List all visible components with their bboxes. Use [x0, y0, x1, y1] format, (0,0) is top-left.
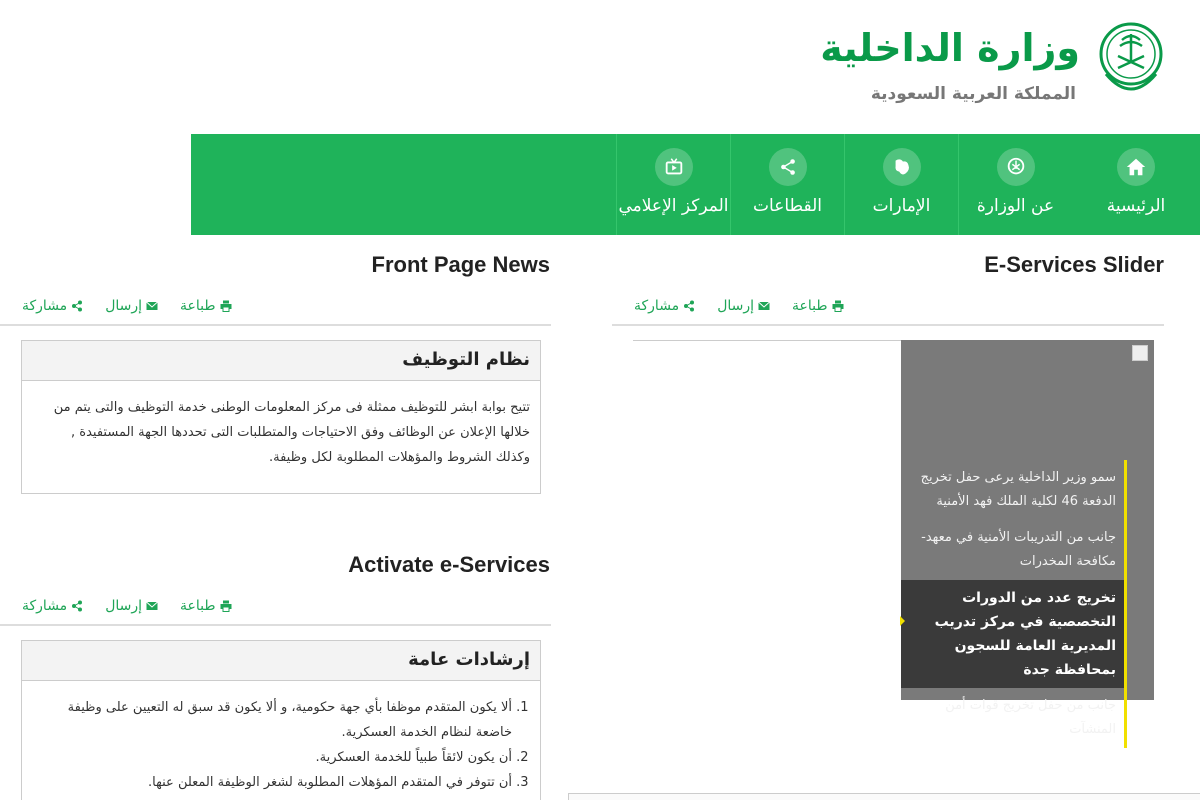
envelope-icon	[758, 300, 770, 312]
slide-item[interactable]: جانب من حفل تخريج قوات أمن المنشآت	[945, 698, 1116, 737]
box-title: نظام التوظيف	[22, 341, 540, 381]
front-page-news-title: Front Page News	[371, 252, 550, 277]
divider	[0, 324, 551, 326]
eservices-slider[interactable]	[901, 340, 1154, 737]
bottom-panel-edge	[568, 793, 1200, 800]
home-icon	[1117, 148, 1155, 186]
print-button[interactable]: طباعة	[792, 298, 844, 314]
guidelines-list	[22, 681, 540, 800]
nav-label: المركز الإعلامي	[618, 196, 729, 216]
share-nodes-icon	[769, 148, 807, 186]
slider-top-border	[633, 340, 901, 341]
emblem-icon	[997, 148, 1035, 186]
nav-label: عن الوزارة	[976, 196, 1055, 216]
broken-image-icon	[1132, 345, 1148, 361]
share-icon	[683, 300, 695, 312]
printer-icon	[220, 300, 232, 312]
share-button[interactable]: مشاركة	[22, 598, 83, 614]
list-item: 2. أن يكون لائقاً طبياً للخدمة العسكرية.	[36, 745, 512, 770]
activate-eservices-tools	[22, 598, 232, 614]
nav-item-media-center[interactable]	[616, 134, 730, 235]
ministry-logo[interactable]	[820, 12, 1170, 112]
share-button[interactable]: مشاركة	[22, 298, 83, 314]
nav-label: القطاعات	[753, 196, 822, 216]
share-icon	[71, 600, 83, 612]
share-icon	[71, 300, 83, 312]
nav-label: الإمارات	[872, 196, 931, 216]
front-page-news-tools	[22, 298, 232, 314]
print-button[interactable]: طباعة	[180, 598, 232, 614]
slider-list	[901, 460, 1127, 748]
print-button[interactable]: طباعة	[180, 298, 232, 314]
general-guidelines-box	[21, 640, 541, 800]
nav-label: الرئيسية	[1106, 196, 1166, 216]
envelope-icon	[146, 300, 158, 312]
slide-item[interactable]: سمو وزير الداخلية يرعى حفل تخريج الدفعة 46 لكلية الملك فهد الأمنية	[920, 470, 1116, 509]
printer-icon	[832, 300, 844, 312]
eservices-slider-tools	[634, 298, 844, 314]
divider	[612, 324, 1164, 326]
envelope-icon	[146, 600, 158, 612]
box-text: تتيح بوابة ابشر للتوظيف ممثلة فى مركز المعلومات الوطنى خدمة التوظيف والتى يتم من خلالها الإعلان عن الوظائف وفق الاحتياجات والمتطلبات التى تحددها الجهة المستفيدة , وكذلك الشروط والمؤهلات المطلوبة لكل وظيفة.	[53, 400, 530, 465]
list-item: 3. أن تتوفر في المتقدم المؤهلات المطلوبة لشغر الوظيفة المعلن عنها.	[36, 770, 512, 795]
box-title: إرشادات عامة	[22, 641, 540, 681]
logo-title: وزارة الداخلية	[820, 26, 1080, 70]
slide-item-active[interactable]: تخريج عدد من الدورات التخصصية في مركز تدريب المديرية العامة للسجون بمحافظة جدة	[901, 580, 1124, 688]
nav-item-home[interactable]	[1072, 134, 1200, 235]
logo-subtitle: المملكة العربية السعودية	[870, 84, 1076, 104]
map-icon	[883, 148, 921, 186]
send-button[interactable]: إرسال	[105, 298, 158, 314]
tv-icon	[655, 148, 693, 186]
nav-item-sectors[interactable]	[730, 134, 844, 235]
eservices-slider-title: E-Services Slider	[984, 252, 1164, 277]
divider	[0, 624, 551, 626]
send-button[interactable]: إرسال	[105, 598, 158, 614]
send-button[interactable]: إرسال	[717, 298, 770, 314]
activate-eservices-title: Activate e-Services	[348, 552, 550, 577]
nav-item-emirates[interactable]	[844, 134, 958, 235]
list-item: 1. ألا يكون المتقدم موظفا بأي جهة حكومية، و ألا يكون قد سبق له التعيين على وظيفة خاضعة لنظام الخدمة العسكرية.	[36, 695, 512, 745]
share-button[interactable]: مشاركة	[634, 298, 695, 314]
employment-system-box	[21, 340, 541, 494]
palm-swords-emblem-icon	[1092, 12, 1170, 107]
nav-item-about[interactable]	[958, 134, 1072, 235]
printer-icon	[220, 600, 232, 612]
slide-item[interactable]: جانب من التدريبات الأمنية في معهد- مكافحة المخدرات	[921, 530, 1116, 569]
main-nav	[191, 134, 1200, 235]
